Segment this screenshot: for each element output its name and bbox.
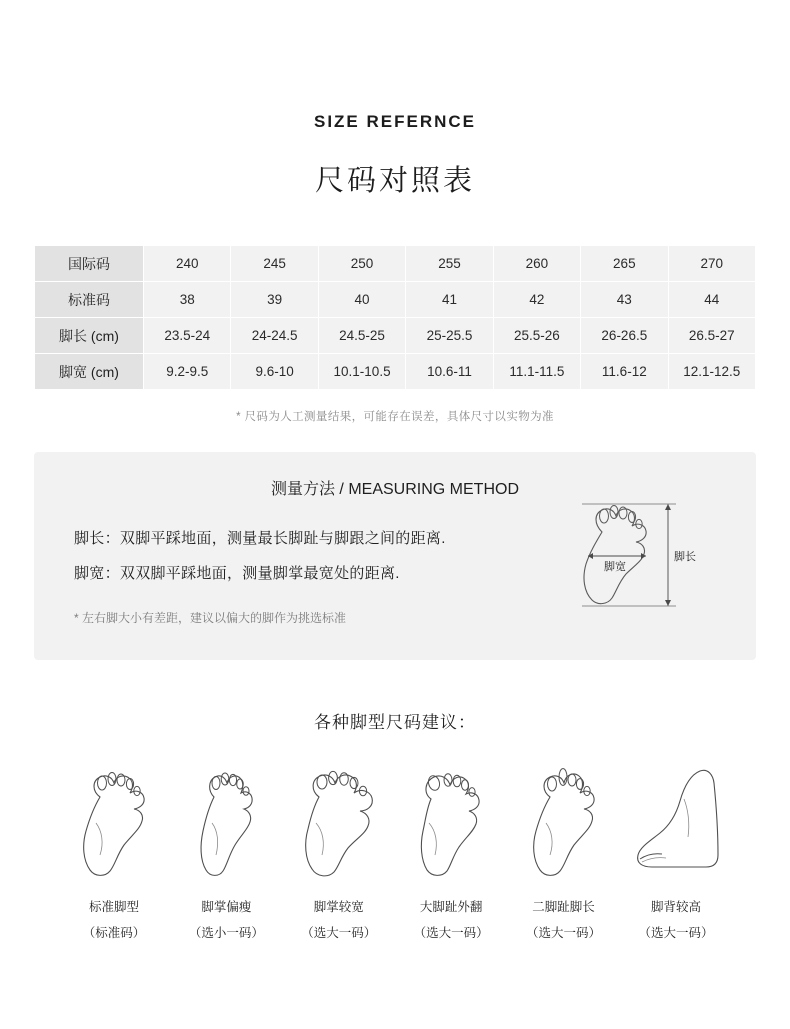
- long-second-toe-foot-icon: [508, 757, 620, 883]
- measuring-method-section: [34, 452, 756, 660]
- measurement-note: * 尺码为人工测量结果，可能存在误差，具体尺寸以实物为准: [236, 411, 554, 423]
- foot-type-label: 脚掌偏瘦: [201, 900, 252, 914]
- row-header: 国际码: [35, 246, 144, 282]
- table-cell: 43: [581, 282, 668, 318]
- foot-type-item: [170, 757, 282, 941]
- standard-foot-icon: [58, 757, 170, 883]
- table-row: [35, 282, 756, 318]
- table-cell: 23.5-24: [144, 318, 231, 354]
- wide-foot-icon: [283, 757, 395, 883]
- table-cell: 26-26.5: [581, 318, 668, 354]
- table-cell: 25-25.5: [406, 318, 493, 354]
- table-cell: 265: [581, 246, 668, 282]
- table-cell: 9.2-9.5: [144, 354, 231, 390]
- foot-measurement-diagram-icon: [564, 494, 704, 614]
- diagram-length-label: 脚长: [674, 551, 696, 563]
- table-row: [35, 318, 756, 354]
- foot-type-label: 二脚趾脚长: [532, 900, 595, 914]
- table-cell: 11.6-12: [581, 354, 668, 390]
- row-header: 脚宽 (cm): [35, 354, 144, 390]
- table-row: [35, 354, 756, 390]
- foot-type-sub: （选大一码）: [413, 926, 489, 940]
- table-cell: 40: [318, 282, 405, 318]
- table-cell: 270: [668, 246, 755, 282]
- foot-type-label: 脚掌较宽: [313, 900, 364, 914]
- measuring-footnote: * 左右脚大小有差距，建议以偏大的脚作为挑选标准: [74, 611, 347, 625]
- table-cell: 42: [493, 282, 580, 318]
- table-cell: 44: [668, 282, 755, 318]
- table-cell: 26.5-27: [668, 318, 755, 354]
- table-cell: 240: [144, 246, 231, 282]
- table-cell: 12.1-12.5: [668, 354, 755, 390]
- measuring-method-title: 测量方法 / MEASURING METHOD: [270, 481, 519, 498]
- table-cell: 9.6-10: [231, 354, 318, 390]
- foot-type-sub: （选大一码）: [301, 926, 377, 940]
- foot-length-instruction: 脚长：双脚平踩地面，测量最长脚趾与脚跟之间的距离.: [74, 530, 446, 547]
- foot-width-instruction: 脚宽：双双脚平踩地面，测量脚掌最宽处的距离.: [74, 565, 400, 582]
- narrow-foot-icon: [170, 757, 282, 883]
- page-header: [22, 0, 768, 199]
- table-cell: 10.6-11: [406, 354, 493, 390]
- foot-types-title: 各种脚型尺码建议：: [314, 713, 476, 732]
- table-cell: 255: [406, 246, 493, 282]
- title-chinese: 尺码对照表: [314, 165, 475, 197]
- table-cell: 260: [493, 246, 580, 282]
- foot-type-label: 大脚趾外翻: [419, 900, 483, 914]
- high-instep-foot-icon: [620, 757, 732, 883]
- table-cell: 25.5-26: [493, 318, 580, 354]
- size-table: [34, 245, 756, 390]
- row-header: 脚长 (cm): [35, 318, 144, 354]
- foot-type-sub: （标准码）: [82, 926, 146, 940]
- table-cell: 41: [406, 282, 493, 318]
- foot-types-row: [22, 757, 768, 941]
- table-cell: 24.5-25: [318, 318, 405, 354]
- table-cell: 24-24.5: [231, 318, 318, 354]
- table-row: [35, 246, 756, 282]
- foot-type-item: [395, 757, 507, 941]
- foot-type-sub: （选小一码）: [188, 926, 264, 940]
- foot-type-item: [58, 757, 170, 941]
- foot-type-item: [283, 757, 395, 941]
- table-cell: 250: [318, 246, 405, 282]
- foot-type-label: 标准脚型: [88, 900, 139, 914]
- table-cell: 11.1-11.5: [493, 354, 580, 390]
- foot-type-sub: （选大一码）: [526, 926, 602, 940]
- foot-type-item: [620, 757, 732, 941]
- table-cell: 10.1-10.5: [318, 354, 405, 390]
- table-cell: 39: [231, 282, 318, 318]
- foot-type-item: [508, 757, 620, 941]
- table-cell: 38: [144, 282, 231, 318]
- row-header: 标准码: [35, 282, 144, 318]
- foot-type-label: 脚背较高: [650, 900, 701, 914]
- foot-type-sub: （选大一码）: [638, 926, 714, 940]
- diagram-width-label: 脚宽: [604, 561, 626, 573]
- size-table-wrap: [22, 245, 768, 424]
- title-english: SIZE REFERNCE: [313, 112, 477, 131]
- bunion-foot-icon: [395, 757, 507, 883]
- table-cell: 245: [231, 246, 318, 282]
